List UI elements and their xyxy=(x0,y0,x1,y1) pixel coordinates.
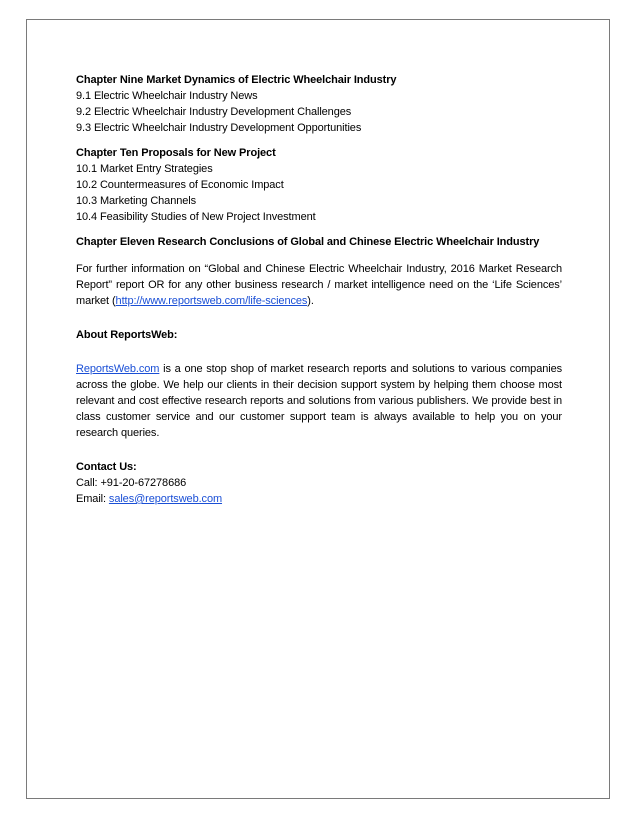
about-paragraph xyxy=(76,361,562,441)
contact-email-line xyxy=(76,491,562,507)
further-info-tail: ). xyxy=(307,295,314,307)
toc-item-9-1: 9.1 Electric Wheelchair Industry News xyxy=(76,90,258,102)
chapter-ten-section xyxy=(76,145,562,225)
about-text: is a one stop shop of market research reports and solutions to various companies across the globe. We help our clients in their decision support system by helping them choose most relevant and cost effective research reports and solutions from various publishers. We provide best in class customer service and our customer support team is always available to help you on your research queries. xyxy=(76,363,562,439)
life-sciences-link[interactable]: http://www.reportsweb.com/life-sciences xyxy=(115,295,308,307)
toc-item-9-2: 9.2 Electric Wheelchair Industry Development Challenges xyxy=(76,106,352,118)
chapter-ten-heading: Chapter Ten Proposals for New Project xyxy=(76,147,276,159)
chapter-eleven-section xyxy=(76,234,562,250)
contact-heading: Contact Us: xyxy=(76,461,137,473)
document-body xyxy=(76,72,562,507)
contact-phone: Call: +91-20-67278686 xyxy=(76,477,187,489)
toc-item-9-3: 9.3 Electric Wheelchair Industry Development Opportunities xyxy=(76,122,362,134)
reportsweb-link[interactable]: ReportsWeb.com xyxy=(76,363,160,375)
toc-item-10-1: 10.1 Market Entry Strategies xyxy=(76,163,213,175)
email-link[interactable]: sales@reportsweb.com xyxy=(108,493,223,505)
further-info-paragraph xyxy=(76,261,562,309)
chapter-nine-heading: Chapter Nine Market Dynamics of Electric Wheelchair Industry xyxy=(76,74,397,86)
toc-item-10-4: 10.4 Feasibility Studies of New Project Investment xyxy=(76,211,316,223)
about-heading: About ReportsWeb: xyxy=(76,329,178,341)
toc-item-10-3: 10.3 Marketing Channels xyxy=(76,195,196,207)
further-info-text: For further information on “Global and Chinese Electric Wheelchair Industry, 2016 Market Research Report” report OR for any other business research / market intelligence need on the ‘Life Sciences’ market ( xyxy=(76,263,562,307)
contact-section xyxy=(76,459,562,507)
chapter-eleven-heading: Chapter Eleven Research Conclusions of Global and Chinese Electric Wheelchair Industry xyxy=(76,236,540,248)
toc-item-10-2: 10.2 Countermeasures of Economic Impact xyxy=(76,179,284,191)
chapter-nine-section xyxy=(76,72,562,136)
email-label: Email: xyxy=(76,493,109,505)
